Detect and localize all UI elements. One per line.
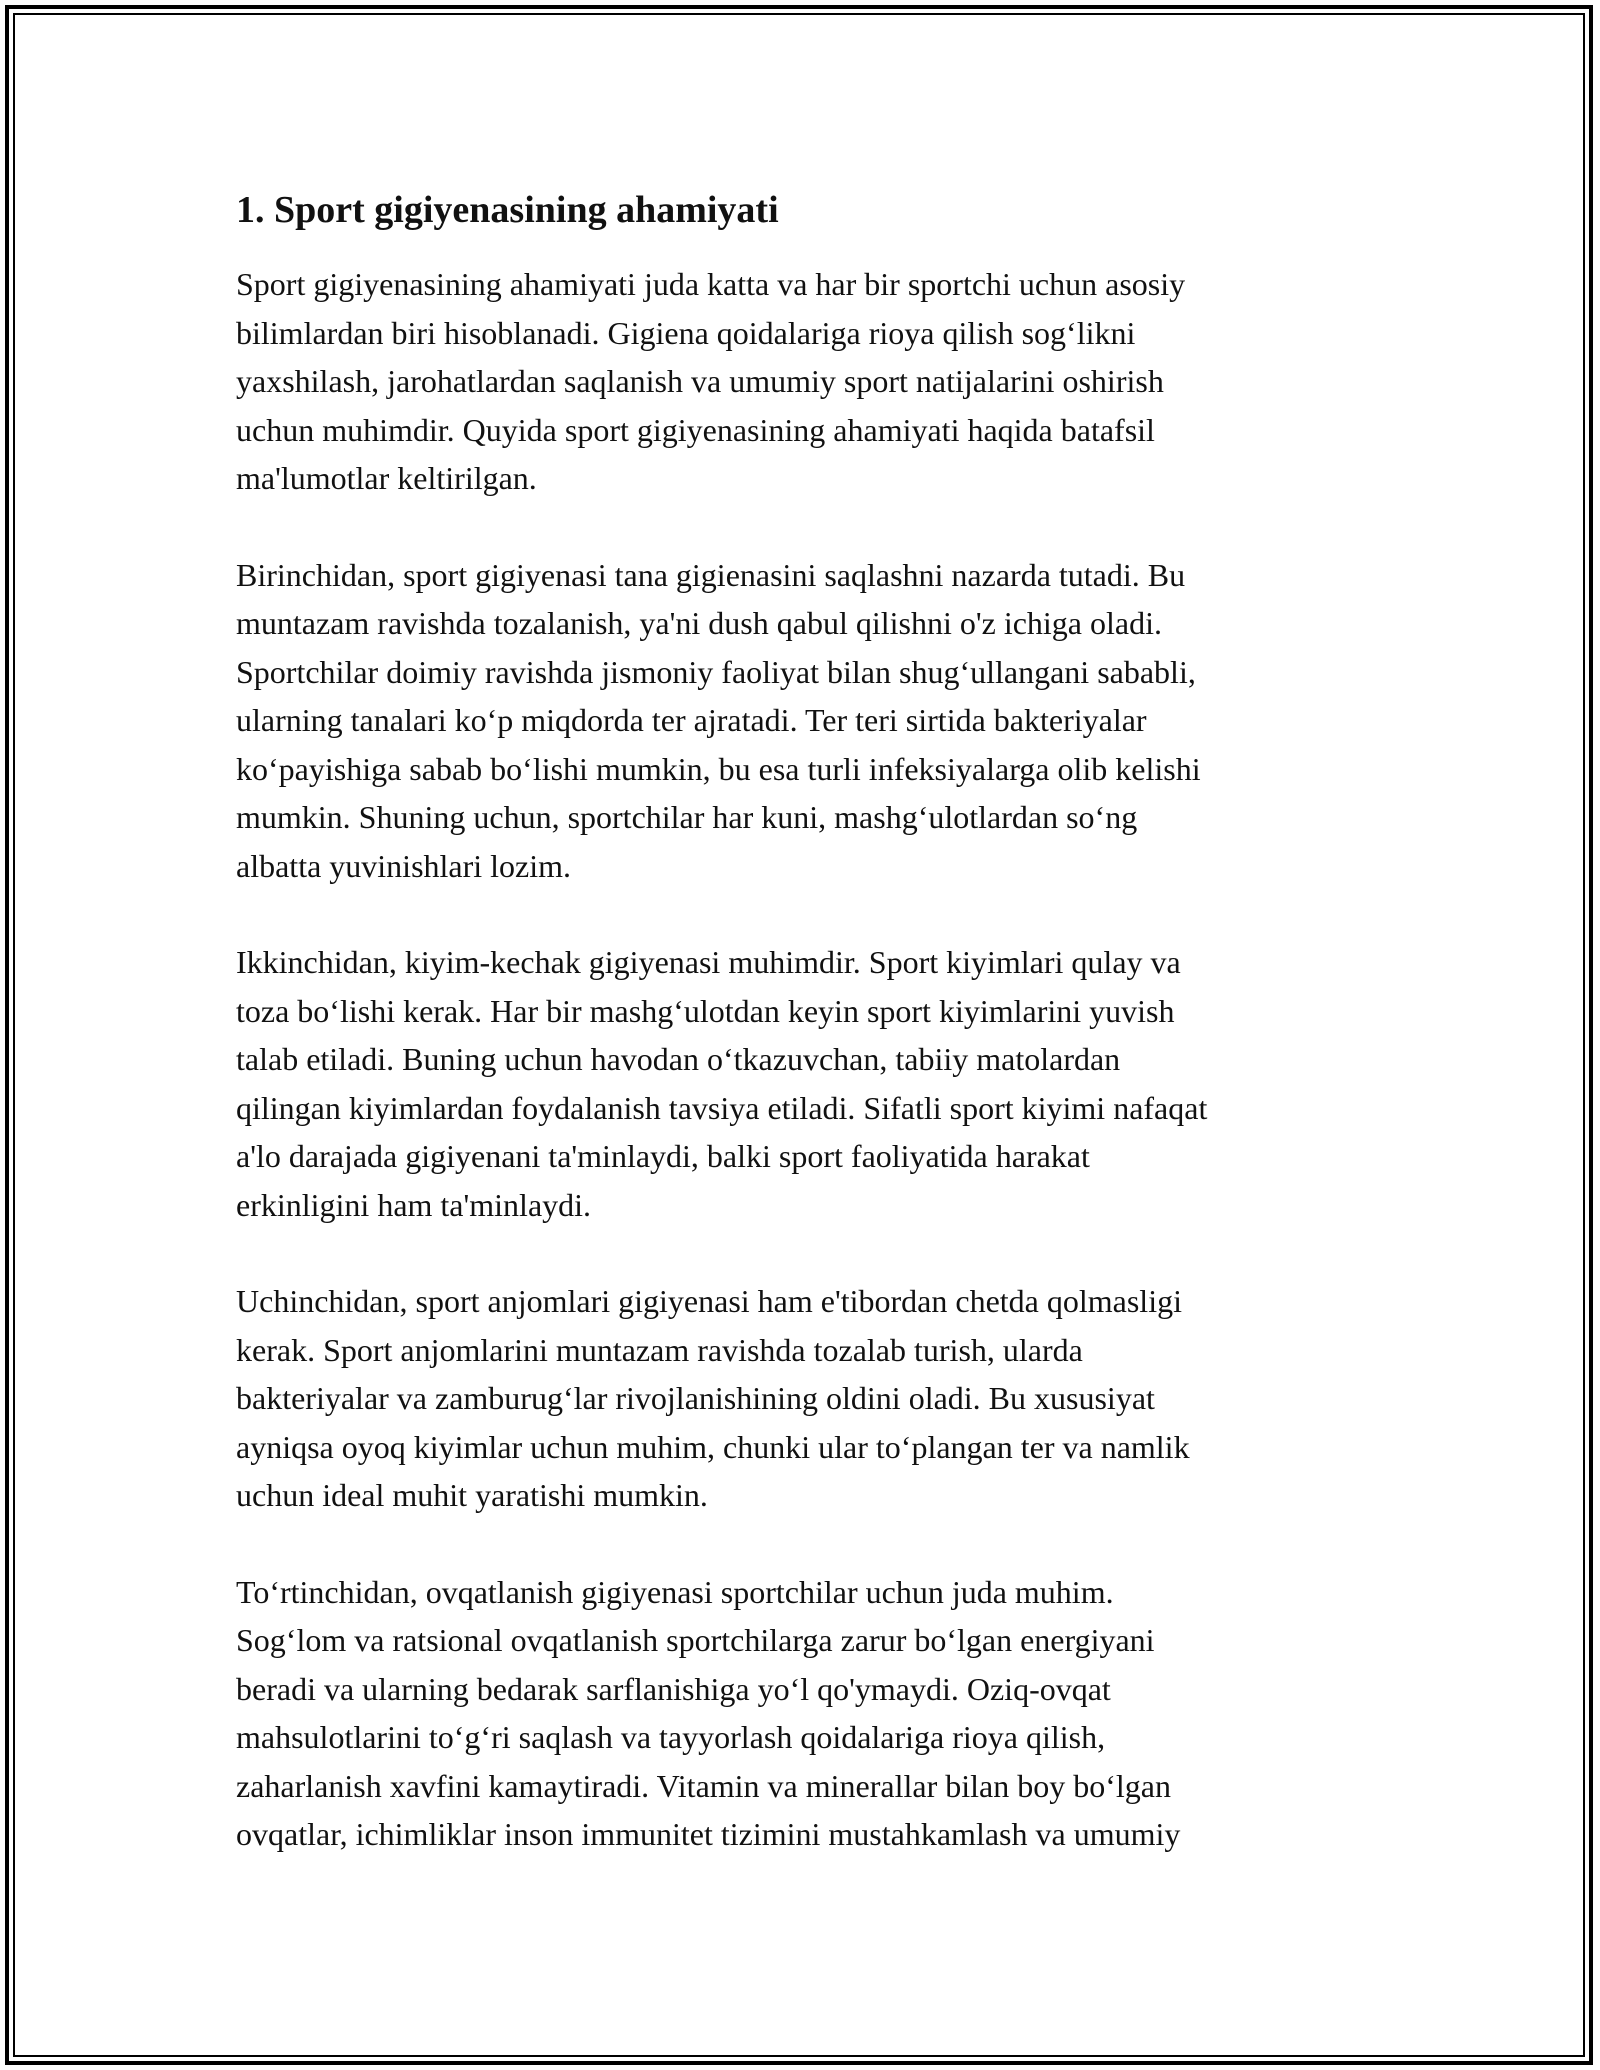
- text-line: Sportchilar doimiy ravishda jismoniy faoliyat bilan shug‘ullangani sababli,: [236, 653, 1196, 690]
- paragraph-nutrition-hygiene: [236, 1568, 1362, 1859]
- text-line: muntazam ravishda tozalanish, ya'ni dush qabul qilishni o'z ichiga oladi.: [236, 605, 1162, 641]
- document-body: [236, 186, 1362, 1907]
- text-line: ayniqsa oyoq kiyimlar uchun muhim, chunki ular to‘plangan ter va namlik: [236, 1428, 1190, 1465]
- text-line: beradi va ularning bedarak sarflanishiga yo‘l qo'ymaydi. Oziq-ovqat: [236, 1670, 1111, 1707]
- text-line: ularning tanalari ko‘p miqdorda ter ajratadi. Ter teri sirtida bakteriyalar: [236, 702, 1147, 738]
- text-line: bakteriyalar va zamburug‘lar rivojlanishining oldini oladi. Bu xususiyat: [236, 1380, 1155, 1416]
- section-heading: 1. Sport gigiyenasining ahamiyati: [236, 189, 779, 231]
- text-line: To‘rtinchidan, ovqatlanish gigiyenasi sportchilar uchun juda muhim.: [236, 1573, 1114, 1610]
- paragraph-clothing-hygiene: [236, 938, 1362, 1229]
- text-line: ovqatlar, ichimliklar inson immunitet tizimini mustahkamlash va umumiy: [236, 1816, 1181, 1852]
- text-line: talab etiladi. Buning uchun havodan o‘tkazuvchan, tabiiy matolardan: [236, 1041, 1121, 1077]
- text-line: uchun muhimdir. Quyida sport gigiyenasining ahamiyati haqida batafsil: [236, 411, 1155, 448]
- text-line: ko‘payishiga sabab bo‘lishi mumkin, bu esa turli infeksiyalarga olib kelishi: [236, 750, 1201, 787]
- text-line: mumkin. Shuning uchun, sportchilar har kuni, mashg‘ulotlardan so‘ng: [236, 799, 1138, 835]
- text-line: Sog‘lom va ratsional ovqatlanish sportchilarga zarur bo‘lgan energiyani: [236, 1622, 1155, 1658]
- text-line: Ikkinchidan, kiyim-kechak gigiyenasi muhimdir. Sport kiyimlari qulay va: [236, 944, 1181, 980]
- text-line: bilimlardan biri hisoblanadi. Gigiena qoidalariga rioya qilish sog‘likni: [236, 314, 1136, 351]
- text-line: erkinligini ham ta'minlaydi.: [236, 1186, 592, 1223]
- text-line: zaharlanish xavfini kamaytiradi. Vitamin va minerallar bilan boy bo‘lgan: [236, 1767, 1171, 1804]
- text-line: yaxshilash, jarohatlardan saqlanish va umumiy sport natijalarini oshirish: [236, 363, 1164, 399]
- text-line: kerak. Sport anjomlarini muntazam ravishda tozalab turish, ularda: [236, 1331, 1083, 1368]
- text-line: toza bo‘lishi kerak. Har bir mashg‘ulotdan keyin sport kiyimlarini yuvish: [236, 992, 1175, 1029]
- paragraph-body-hygiene: [236, 551, 1362, 891]
- text-line: Uchinchidan, sport anjomlari gigiyenasi ham e'tibordan chetda qolmasligi: [236, 1283, 1182, 1319]
- paragraph-equipment-hygiene: [236, 1277, 1362, 1520]
- text-line: a'lo darajada gigiyenani ta'minlaydi, balki sport faoliyatida harakat: [236, 1138, 1090, 1174]
- text-line: Birinchidan, sport gigiyenasi tana gigienasini saqlashni nazarda tutadi. Bu: [236, 556, 1186, 593]
- text-line: albatta yuvinishlari lozim.: [236, 847, 572, 884]
- text-line: Sport gigiyenasining ahamiyati juda katta va har bir sportchi uchun asosiy: [236, 266, 1186, 302]
- text-line: mahsulotlarini to‘g‘ri saqlash va tayyorlash qoidalariga rioya qilish,: [236, 1719, 1106, 1755]
- text-line: ma'lumotlar keltirilgan.: [236, 460, 537, 496]
- text-line: qilingan kiyimlardan foydalanish tavsiya etiladi. Sifatli sport kiyimi nafaqat: [236, 1089, 1208, 1126]
- text-line: uchun ideal muhit yaratishi mumkin.: [236, 1477, 708, 1513]
- paragraph-intro: [236, 260, 1362, 503]
